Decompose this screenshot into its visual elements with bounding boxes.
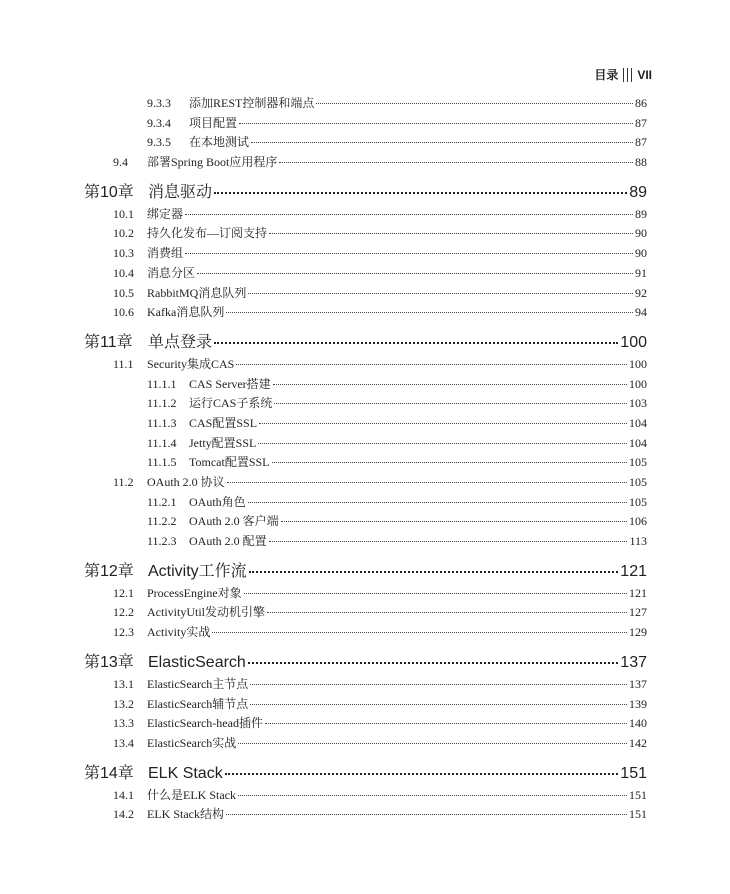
entry-page: 140 xyxy=(629,716,647,731)
toc-section-entry[interactable] xyxy=(84,224,647,244)
entry-number: 9.3.3 xyxy=(147,96,171,110)
entry-page: 151 xyxy=(620,764,647,782)
header-label: 目录 xyxy=(594,68,619,82)
entry-number: 9.3.4 xyxy=(147,115,171,130)
entry-title: ElasticSearch主节点 xyxy=(147,676,249,691)
entry-title: 持久化发布—订阅支持 xyxy=(147,226,268,241)
entry-title: ElasticSearch xyxy=(148,653,246,671)
entry-page: 121 xyxy=(620,562,647,580)
entry-number: 11.2.1 xyxy=(147,494,177,509)
entry-number: 10.6 xyxy=(113,305,134,320)
toc-section-entry[interactable] xyxy=(84,244,647,264)
entry-page: 113 xyxy=(629,534,647,549)
dot-leader xyxy=(248,662,618,664)
dot-leader xyxy=(226,312,633,313)
entry-page: 137 xyxy=(620,653,647,671)
toc-subsection-entry[interactable] xyxy=(84,94,647,114)
dot-leader xyxy=(226,814,627,815)
entry-number: 第11章 xyxy=(84,333,133,351)
entry-page: 139 xyxy=(629,696,647,711)
entry-number: 11.1.1 xyxy=(147,376,177,391)
dot-leader xyxy=(251,142,633,143)
entry-page: 103 xyxy=(629,396,647,411)
entry-number: 14.1 xyxy=(113,787,134,802)
entry-number: 13.2 xyxy=(113,696,134,711)
entry-number: 13.4 xyxy=(113,735,134,750)
entry-number: 11.1 xyxy=(113,356,134,371)
entry-page: 90 xyxy=(635,226,647,241)
toc-section-entry[interactable] xyxy=(84,355,647,375)
dot-leader xyxy=(269,541,628,542)
entry-page: 87 xyxy=(635,115,647,130)
entry-title: 消息分区 xyxy=(147,265,196,280)
entry-number: 10.5 xyxy=(113,285,134,300)
dot-leader xyxy=(250,684,627,685)
toc-section-entry[interactable] xyxy=(84,695,647,715)
entry-page: 104 xyxy=(629,435,647,450)
entry-page: 106 xyxy=(629,514,647,529)
entry-page: 89 xyxy=(629,183,647,201)
entry-title: OAuth 2.0 协议 xyxy=(147,475,225,489)
toc-section-entry[interactable] xyxy=(84,284,647,304)
dot-leader xyxy=(272,462,628,463)
entry-page: 92 xyxy=(635,285,647,300)
entry-page: 151 xyxy=(629,807,647,822)
entry-page: 142 xyxy=(629,735,647,750)
entry-title: RabbitMQ消息队列 xyxy=(147,285,247,300)
dot-leader xyxy=(248,502,627,503)
toc-subsection-entry[interactable] xyxy=(84,453,647,473)
toc-section-entry[interactable] xyxy=(84,786,647,806)
entry-number: 12.1 xyxy=(113,585,134,600)
table-of-contents xyxy=(84,94,647,825)
entry-title: 消费组 xyxy=(147,246,184,261)
entry-number: 第12章 xyxy=(84,562,134,580)
entry-title: ELK Stack结构 xyxy=(147,807,224,822)
toc-subsection-entry[interactable] xyxy=(84,133,647,153)
toc-chapter-entry[interactable] xyxy=(84,560,647,584)
entry-page: 127 xyxy=(629,605,647,620)
dot-leader xyxy=(214,342,618,344)
entry-number: 11.1.3 xyxy=(147,415,177,430)
entry-number: 12.3 xyxy=(113,625,134,640)
toc-section-entry[interactable] xyxy=(84,303,647,323)
entry-title: OAuth 2.0 配置 xyxy=(189,534,267,549)
entry-page: 87 xyxy=(635,135,647,150)
entry-page: 104 xyxy=(629,415,647,430)
entry-page: 86 xyxy=(635,96,647,110)
dot-leader xyxy=(249,571,619,573)
toc-section-entry[interactable] xyxy=(84,264,647,284)
toc-section-entry[interactable] xyxy=(84,473,647,493)
toc-section-entry[interactable] xyxy=(84,584,647,604)
dot-leader xyxy=(236,364,627,365)
toc-subsection-entry[interactable] xyxy=(84,375,647,395)
entry-title: Security集成CAS xyxy=(147,356,235,371)
entry-title: Activity工作流 xyxy=(148,562,247,580)
entry-number: 11.1.2 xyxy=(147,396,177,411)
entry-title: OAuth 2.0 客户端 xyxy=(189,514,279,529)
toc-subsection-entry[interactable] xyxy=(84,434,647,454)
entry-number: 11.2 xyxy=(113,475,134,489)
toc-chapter-entry[interactable] xyxy=(84,181,647,205)
dot-leader xyxy=(273,384,627,385)
toc-chapter-entry[interactable] xyxy=(84,651,647,675)
entry-page: 91 xyxy=(635,265,647,280)
entry-title: 什么是ELK Stack xyxy=(147,787,236,802)
entry-number: 13.1 xyxy=(113,676,134,691)
entry-title: 运行CAS子系统 xyxy=(189,396,273,411)
toc-section-entry[interactable] xyxy=(84,675,647,695)
dot-leader xyxy=(250,704,627,705)
entry-title: ProcessEngine对象 xyxy=(147,585,242,600)
toc-section-entry[interactable] xyxy=(84,205,647,225)
entry-number: 第10章 xyxy=(84,183,134,201)
entry-number: 10.4 xyxy=(113,265,134,280)
toc-subsection-entry[interactable] xyxy=(84,512,647,532)
entry-page: 105 xyxy=(629,475,647,489)
dot-leader xyxy=(212,632,627,633)
entry-title: ElasticSearch实战 xyxy=(147,735,237,750)
entry-title: 项目配置 xyxy=(189,115,238,130)
toc-chapter-entry[interactable] xyxy=(84,331,647,355)
entry-page: 105 xyxy=(629,455,647,470)
entry-page: 89 xyxy=(635,206,647,221)
entry-title: Activity实战 xyxy=(147,625,211,640)
toc-section-entry[interactable] xyxy=(84,153,647,173)
entry-page: 90 xyxy=(635,246,647,261)
entry-number: 10.3 xyxy=(113,246,134,261)
entry-number: 13.3 xyxy=(113,716,134,731)
entry-title: ActivityUtil发动机引擎 xyxy=(147,605,265,620)
entry-page: 121 xyxy=(629,585,647,600)
entry-number: 11.1.5 xyxy=(147,455,177,470)
entry-page: 94 xyxy=(635,305,647,320)
entry-number: 9.4 xyxy=(113,155,128,170)
dot-leader xyxy=(269,233,633,234)
header-divider-icon xyxy=(623,68,632,82)
entry-number: 10.1 xyxy=(113,206,134,221)
dot-leader xyxy=(316,103,633,104)
dot-leader xyxy=(267,612,627,613)
entry-page: 100 xyxy=(620,333,647,351)
dot-leader xyxy=(274,403,627,404)
entry-title: Jetty配置SSL xyxy=(189,435,257,450)
toc-chapter-entry[interactable] xyxy=(84,762,647,786)
entry-page: 100 xyxy=(629,376,647,391)
toc-subsection-entry[interactable] xyxy=(84,493,647,513)
entry-number: 11.2.2 xyxy=(147,514,177,529)
dot-leader xyxy=(185,253,633,254)
running-header xyxy=(594,66,652,83)
entry-title: CAS配置SSL xyxy=(189,415,258,430)
dot-leader xyxy=(248,293,633,294)
entry-title: ElasticSearch辅节点 xyxy=(147,696,249,711)
dot-leader xyxy=(259,423,627,424)
entry-page: 100 xyxy=(629,356,647,371)
entry-number: 14.2 xyxy=(113,807,134,822)
toc-section-entry[interactable] xyxy=(84,623,647,643)
entry-title: ElasticSearch-head插件 xyxy=(147,716,263,731)
entry-title: OAuth角色 xyxy=(189,494,246,509)
toc-section-entry[interactable] xyxy=(84,734,647,754)
entry-page: 105 xyxy=(629,494,647,509)
entry-title: CAS Server搭建 xyxy=(189,376,271,391)
toc-subsection-entry[interactable] xyxy=(84,394,647,414)
entry-page: 137 xyxy=(629,676,647,691)
dot-leader xyxy=(281,521,627,522)
entry-title: 消息驱动 xyxy=(148,183,213,201)
entry-page: 151 xyxy=(629,787,647,802)
entry-number: 第13章 xyxy=(84,653,134,671)
dot-leader xyxy=(238,795,627,796)
toc-section-entry[interactable] xyxy=(84,714,647,734)
entry-title: ELK Stack xyxy=(148,764,223,782)
entry-title: 添加REST控制器和端点 xyxy=(189,96,315,110)
dot-leader xyxy=(214,192,627,194)
toc-subsection-entry[interactable] xyxy=(84,114,647,134)
toc-section-entry[interactable] xyxy=(84,805,647,825)
entry-number: 11.2.3 xyxy=(147,534,177,549)
dot-leader xyxy=(239,123,633,124)
entry-number: 第14章 xyxy=(84,764,134,782)
entry-page: 129 xyxy=(629,625,647,640)
entry-number: 12.2 xyxy=(113,605,134,620)
entry-title: 绑定器 xyxy=(147,206,184,221)
entry-title: Tomcat配置SSL xyxy=(189,455,270,470)
entry-title: 在本地测试 xyxy=(189,135,250,150)
dot-leader xyxy=(244,593,627,594)
entry-title: 单点登录 xyxy=(148,333,213,351)
toc-subsection-entry[interactable] xyxy=(84,532,647,552)
entry-number: 11.1.4 xyxy=(147,435,177,450)
entry-title: 部署Spring Boot应用程序 xyxy=(147,155,278,170)
entry-title: Kafka消息队列 xyxy=(147,305,225,320)
header-page-number: VII xyxy=(637,67,652,82)
dot-leader xyxy=(258,443,627,444)
dot-leader xyxy=(279,162,633,163)
dot-leader xyxy=(225,773,619,775)
dot-leader xyxy=(238,743,627,744)
entry-page: 88 xyxy=(635,155,647,170)
dot-leader xyxy=(227,482,627,483)
entry-number: 9.3.5 xyxy=(147,135,171,150)
dot-leader xyxy=(265,723,627,724)
dot-leader xyxy=(185,214,633,215)
toc-section-entry[interactable] xyxy=(84,603,647,623)
entry-number: 10.2 xyxy=(113,226,134,241)
toc-subsection-entry[interactable] xyxy=(84,414,647,434)
dot-leader xyxy=(197,273,633,274)
